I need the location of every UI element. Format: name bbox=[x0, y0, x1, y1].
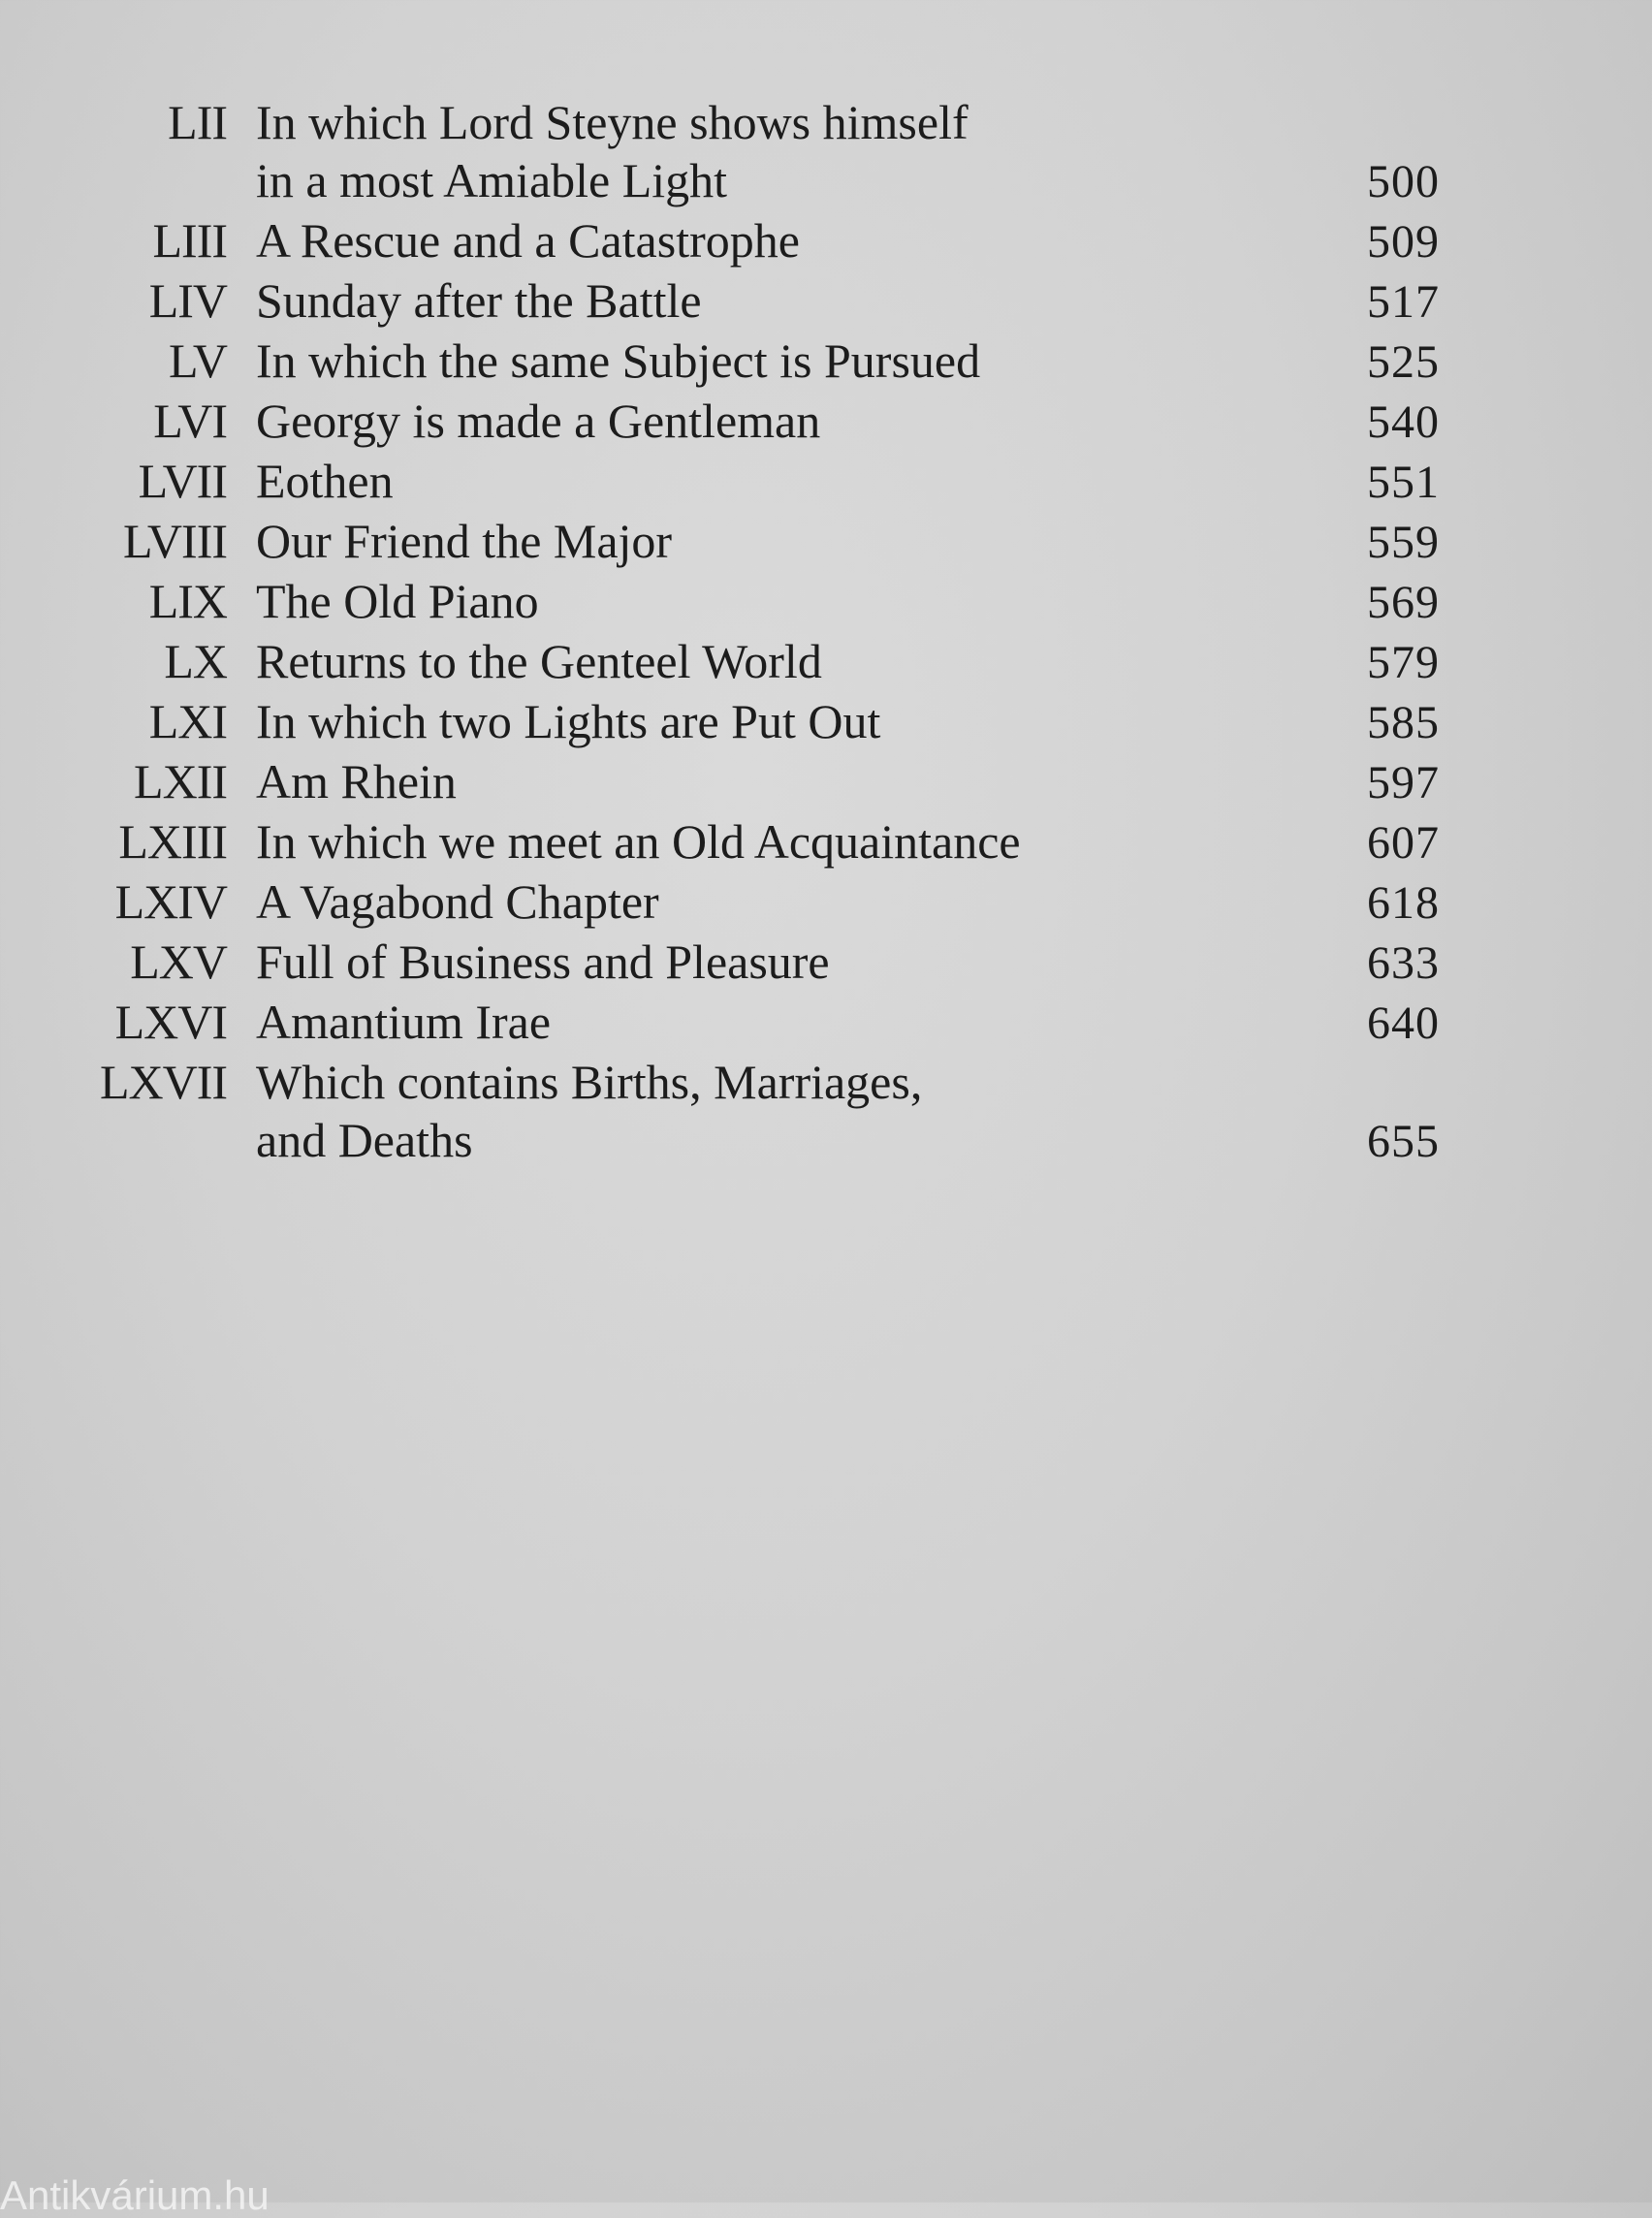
chapter-number: LXV bbox=[130, 935, 227, 989]
chapter-title-line: and Deaths bbox=[256, 1113, 473, 1167]
toc-entry-lxii bbox=[0, 752, 1652, 812]
table-of-contents bbox=[0, 93, 1652, 1171]
chapter-title-line: In which the same Subject is Pursued bbox=[256, 333, 981, 388]
chapter-number: LX bbox=[164, 634, 227, 688]
chapter-title bbox=[256, 332, 1274, 392]
chapter-title bbox=[256, 392, 1274, 452]
chapter-number: LVII bbox=[138, 454, 227, 508]
chapter-number: LXI bbox=[148, 694, 227, 748]
page-number: 579 bbox=[1367, 637, 1440, 688]
chapter-title bbox=[256, 512, 1274, 572]
chapter-title bbox=[256, 211, 1274, 271]
toc-entry-lviii bbox=[0, 512, 1652, 572]
chapter-title-line: Georgy is made a Gentleman bbox=[256, 394, 821, 448]
chapter-number: LXII bbox=[134, 754, 227, 808]
chapter-title bbox=[256, 872, 1274, 933]
chapter-number: LIX bbox=[148, 574, 227, 628]
page-number: 569 bbox=[1367, 577, 1440, 628]
chapter-number: LVIII bbox=[122, 514, 227, 568]
chapter-title-line: Sunday after the Battle bbox=[256, 273, 702, 328]
page-number: 500 bbox=[1367, 156, 1440, 207]
chapter-number: LXVII bbox=[99, 1055, 227, 1109]
chapter-title-line: Returns to the Genteel World bbox=[256, 634, 822, 688]
chapter-number: LIV bbox=[148, 273, 227, 328]
chapter-title-line: In which we meet an Old Acquaintance bbox=[256, 814, 1021, 869]
page-number: 517 bbox=[1367, 276, 1440, 328]
toc-entry-lvi bbox=[0, 392, 1652, 452]
chapter-title bbox=[256, 752, 1274, 812]
chapter-number: LV bbox=[168, 333, 227, 388]
chapter-title bbox=[256, 1053, 1274, 1171]
toc-entry-liv bbox=[0, 271, 1652, 332]
page-number: 525 bbox=[1367, 336, 1440, 388]
chapter-title-line: Our Friend the Major bbox=[256, 514, 673, 568]
page-number: 585 bbox=[1367, 697, 1440, 748]
toc-entry-liii bbox=[0, 211, 1652, 271]
chapter-title bbox=[256, 452, 1274, 512]
page-number: 551 bbox=[1367, 457, 1440, 508]
chapter-title-line: In which Lord Steyne shows himself bbox=[256, 95, 969, 149]
chapter-number: LXIII bbox=[118, 814, 227, 869]
chapter-title bbox=[256, 812, 1274, 872]
page-number: 633 bbox=[1367, 937, 1440, 989]
page-number: 509 bbox=[1367, 216, 1440, 268]
chapter-title bbox=[256, 993, 1274, 1053]
chapter-title-line: Which contains Births, Marriages, bbox=[256, 1055, 923, 1109]
toc-entry-lvii bbox=[0, 452, 1652, 512]
page-number: 597 bbox=[1367, 757, 1440, 808]
chapter-title bbox=[256, 692, 1274, 752]
toc-entry-lxi bbox=[0, 692, 1652, 752]
page-number: 607 bbox=[1367, 817, 1440, 869]
chapter-title-line: Full of Business and Pleasure bbox=[256, 935, 830, 989]
toc-entry-lxiv bbox=[0, 872, 1652, 933]
chapter-title bbox=[256, 933, 1274, 993]
toc-entry-lx bbox=[0, 632, 1652, 692]
chapter-title-line: in a most Amiable Light bbox=[256, 153, 728, 207]
chapter-title-line: Amantium Irae bbox=[256, 995, 552, 1049]
chapter-title-line: Eothen bbox=[256, 454, 394, 508]
chapter-title bbox=[256, 271, 1274, 332]
chapter-number: LVI bbox=[153, 394, 227, 448]
page-number: 655 bbox=[1367, 1116, 1440, 1167]
toc-entry-lxiii bbox=[0, 812, 1652, 872]
toc-entry-lxvi bbox=[0, 993, 1652, 1053]
page-number: 640 bbox=[1367, 998, 1440, 1049]
chapter-number: LII bbox=[168, 95, 227, 149]
toc-entry-lxvii bbox=[0, 1053, 1652, 1171]
watermark-text: Antikvárium.hu bbox=[0, 2172, 270, 2218]
chapter-number: LXIV bbox=[114, 874, 227, 929]
chapter-number: LXVI bbox=[114, 995, 227, 1049]
chapter-number: LIII bbox=[152, 213, 227, 268]
chapter-title-line: A Vagabond Chapter bbox=[256, 874, 659, 929]
page-number: 559 bbox=[1367, 517, 1440, 568]
chapter-title-line: A Rescue and a Catastrophe bbox=[256, 213, 800, 268]
chapter-title-line: In which two Lights are Put Out bbox=[256, 694, 881, 748]
toc-entry-lxv bbox=[0, 933, 1652, 993]
chapter-title bbox=[256, 572, 1274, 632]
chapter-title bbox=[256, 93, 1274, 211]
chapter-title bbox=[256, 632, 1274, 692]
toc-entry-lv bbox=[0, 332, 1652, 392]
chapter-title-line: The Old Piano bbox=[256, 574, 539, 628]
toc-entry-lix bbox=[0, 572, 1652, 632]
page-number: 540 bbox=[1367, 396, 1440, 448]
page-number: 618 bbox=[1367, 877, 1440, 929]
chapter-title-line: Am Rhein bbox=[256, 754, 457, 808]
toc-entry-lii bbox=[0, 93, 1652, 211]
